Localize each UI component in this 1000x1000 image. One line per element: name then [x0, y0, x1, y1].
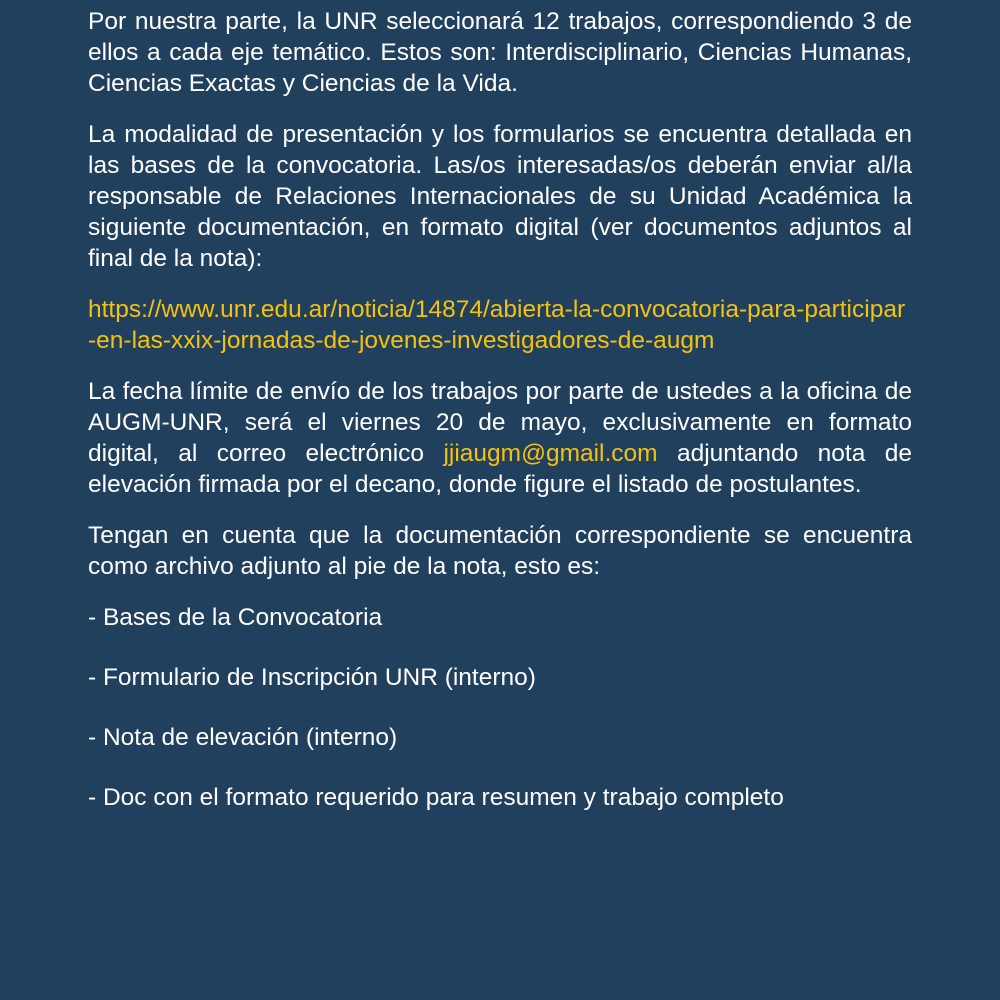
paragraph-modality: La modalidad de presentación y los formularios se encuentra detallada en las bases de la convocatoria. Las/os interesadas/os deberán enviar al/la responsable de Relaciones Internacionales de su Unidad Académica la siguiente documentación, en formato digital (ver documentos adjuntos al final de la nota):	[88, 121, 912, 272]
deadline-text: La fecha límite de envío de los trabajos por parte de ustedes a la oficina de AUGM-UNR, será el viernes 20 de mayo, exclusivamente en formato digital, al correo electrónico	[88, 378, 912, 467]
list-item: - Bases de la Convocatoria	[88, 604, 383, 631]
deadline-text-continued: adjuntando nota de elevación firmada por el decano, donde figure el listado de postulantes.	[88, 440, 912, 498]
convocatoria-link[interactable]: https://www.unr.edu.ar/noticia/14874/abierta-la-convocatoria-para-participar-en-las-xxix-jornadas-de-jovenes-investigadores-de-augm	[88, 296, 906, 354]
paragraph-attachments-intro: Tengan en cuenta que la documentación correspondiente se encuentra como archivo adjunto al pie de la nota, esto es:	[88, 522, 912, 580]
list-item: - Doc con el formato requerido para resumen y trabajo completo	[88, 784, 784, 811]
attachments-list	[88, 602, 912, 813]
paragraph-link	[88, 294, 912, 356]
list-item: - Formulario de Inscripción UNR (interno)	[88, 664, 536, 691]
list-item: - Nota de elevación (interno)	[88, 724, 398, 751]
paragraph-deadline	[88, 376, 912, 500]
email-link[interactable]: jjiaugm@gmail.com	[443, 440, 658, 467]
paragraph-selection: Por nuestra parte, la UNR seleccionará 12 trabajos, correspondiendo 3 de ellos a cada eje temático. Estos son: Interdisciplinario, Ciencias Humanas, Ciencias Exactas y Ciencias de la Vida.	[88, 8, 912, 97]
